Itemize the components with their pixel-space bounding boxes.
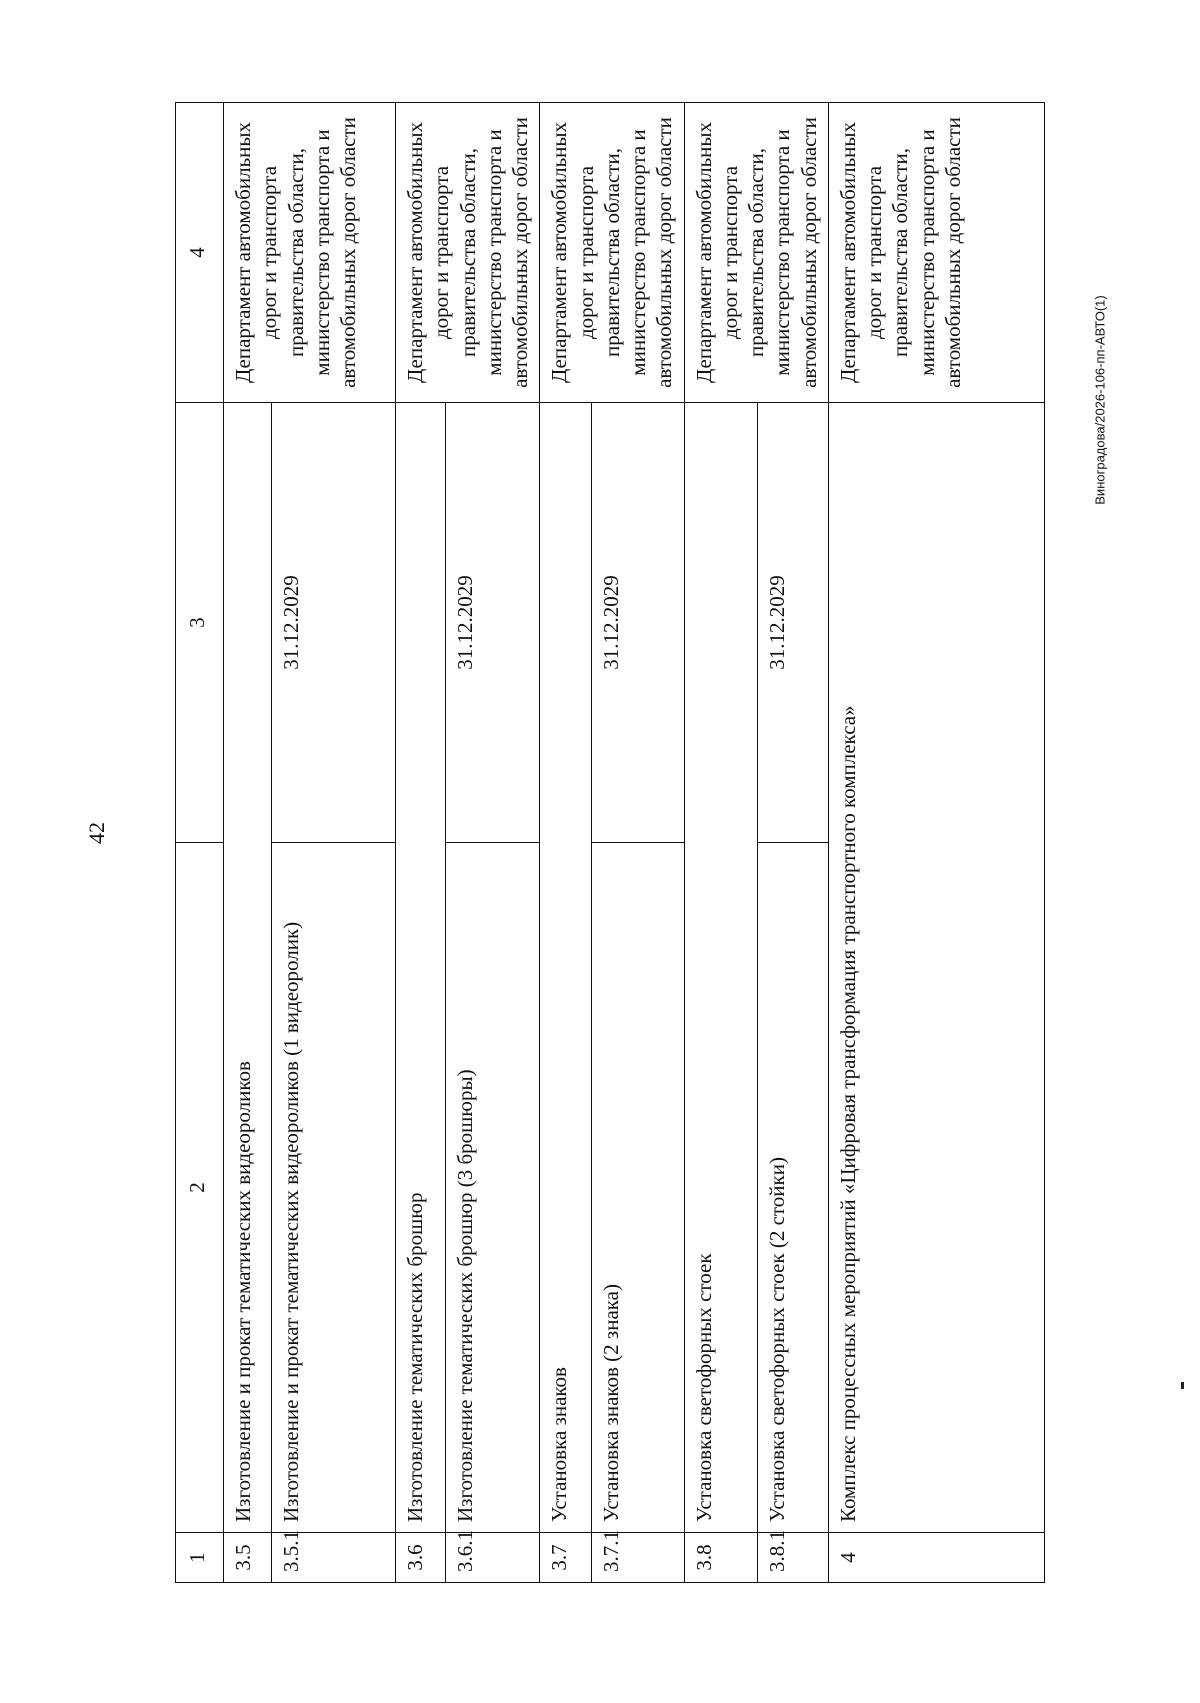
page-number: 42 bbox=[84, 822, 109, 844]
header-col-4: 4 bbox=[176, 103, 224, 403]
header-row bbox=[176, 103, 224, 1583]
row-date: 31.12.2029 bbox=[592, 403, 684, 843]
row-responsible: Департамент автомобильных дорог и транспорта правительства области, министерство транспорта и автомобильных дорог области bbox=[396, 103, 540, 403]
row-text: Установка знаков (2 знака) bbox=[592, 843, 684, 1533]
table-row bbox=[828, 103, 1044, 1583]
row-responsible: Департамент автомобильных дорог и транспорта правительства области, министерство транспорта и автомобильных дорог области bbox=[224, 103, 396, 403]
row-number: 3.5 bbox=[224, 1533, 272, 1583]
row-title: Изготовление тематических брошюр bbox=[396, 403, 446, 1533]
row-number: 3.7.1 bbox=[592, 1533, 684, 1583]
table-row bbox=[396, 103, 446, 1583]
scan-mark bbox=[1181, 1382, 1184, 1389]
footer-code-text: Виноградова/2026-106-пп-АВТО(1) bbox=[1092, 295, 1108, 505]
row-date: 31.12.2029 bbox=[272, 403, 396, 843]
row-number: 3.5.1 bbox=[272, 1533, 396, 1583]
row-responsible: Департамент автомобильных дорог и транспорта правительства области, министерство транспорта и автомобильных дорог области bbox=[684, 103, 828, 403]
document-table bbox=[175, 102, 1045, 1583]
row-number: 4 bbox=[828, 1533, 1044, 1583]
row-date: 31.12.2029 bbox=[445, 403, 539, 843]
table-container bbox=[175, 103, 1045, 1583]
row-title: Изготовление и прокат тематических видеороликов bbox=[224, 403, 272, 1533]
row-title: Установка знаков bbox=[540, 403, 592, 1533]
row-number: 3.8.1 bbox=[758, 1533, 829, 1583]
row-date: 31.12.2029 bbox=[758, 403, 829, 843]
table-row bbox=[684, 103, 758, 1583]
row-text: Установка светофорных стоек (2 стойки) bbox=[758, 843, 829, 1533]
row-responsible: Департамент автомобильных дорог и транспорта правительства области, министерство транспорта и автомобильных дорог области bbox=[828, 103, 1044, 403]
footer-code bbox=[1090, 295, 1110, 505]
row-number: 3.6 bbox=[396, 1533, 446, 1583]
table-row bbox=[540, 103, 592, 1583]
header-col-2: 2 bbox=[176, 843, 224, 1533]
row-number: 3.8 bbox=[684, 1533, 758, 1583]
row-text: Изготовление тематических брошюр (3 брошюры) bbox=[445, 843, 539, 1533]
row-number: 3.7 bbox=[540, 1533, 592, 1583]
table-row bbox=[224, 103, 272, 1583]
row-number: 3.6.1 bbox=[445, 1533, 539, 1583]
row-text: Изготовление и прокат тематических видеороликов (1 видеоролик) bbox=[272, 843, 396, 1533]
row-text: Комплекс процессных мероприятий «Цифровая трансформация транспортного комплекса» bbox=[828, 403, 1044, 1533]
row-title: Установка светофорных стоек bbox=[684, 403, 758, 1533]
row-responsible: Департамент автомобильных дорог и транспорта правительства области, министерство транспорта и автомобильных дорог области bbox=[540, 103, 684, 403]
header-col-3: 3 bbox=[176, 403, 224, 843]
header-col-1: 1 bbox=[176, 1533, 224, 1583]
